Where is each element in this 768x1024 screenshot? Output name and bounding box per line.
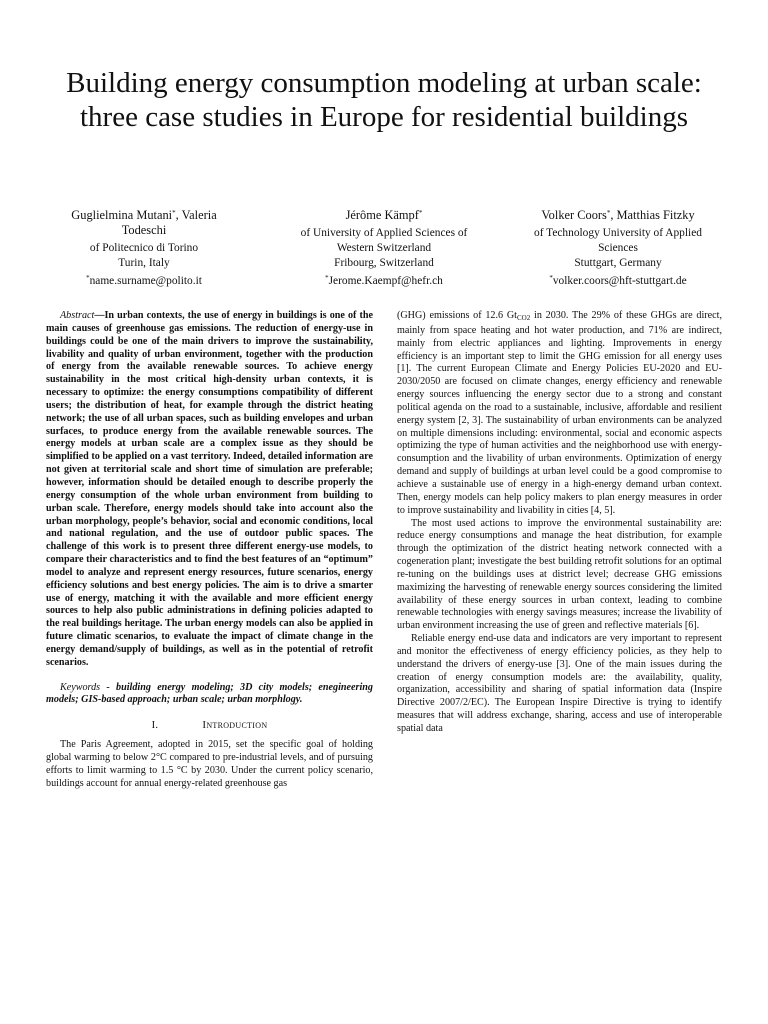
section-heading-introduction: I. Introduction [151, 719, 268, 732]
author-affiliation: of Politecnico di Torino [89, 242, 199, 254]
author-email[interactable]: *volker.coors@hft-stuttgart.de [549, 274, 687, 287]
body-paragraph-3: Reliable energy end-use data and indicators are very important to represent and monitor the effectiveness of energy efficiency policies, as they help to understand the drivers of energy-use [3]. One of the main issues during the creation of energy consumption models are: the availability, quality, organization, accessibility and sharing of spatial information data (Inspire Directive 2007/2/EC). The European Inspire Directive is trying to identify measures that will address exchange, sharing, access and use of interoperable spatial data [397, 633, 722, 734]
author-location: Turin, Italy [118, 257, 170, 269]
paper-title: Building energy consumption modeling at urban scale: three case studies in Europe for residential buildings [66, 67, 702, 133]
author-email[interactable]: *name.surname@polito.it [86, 274, 202, 287]
abstract: Abstract—In urban contexts, the use of energy in buildings is one of the main causes of greenhouse gas emissions. The reduction of energy-use in buildings could be one of the main drivers to improve the sustainability, livability and quality of urban environment, together with the production of energy from the available renewable sources. To achieve energy sustainability in the most critical high-density urban contexts, it is necessary to optimize: the energy consumptions compatibility of different users; the distribution of heat, for example through the district heating network; the use of all urban spaces, such as building envelopes and urban surfaces, to produce energy from the available renewable sources. The energy models at urban scale are a complex issue as they should be simplified to be applied on a vast territory. Indeed, detailed information are not given at territorial scale and short time of simulation are preferable; however, information should be detailed enough to describe properly the energy consumption of the whole urban environment from building to urban scale. Therefore, energy models should take into account also the urban morphology, people’s behavior, social and economic conditions, local and national regulation, and the use of outdoor public spaces. The challenge of this work is to present three different energy-use models, to compare their characteristics and to find the best features of an “optimum” model to analyze and represent energy resources, future scenarios, energy efficiency solutions and best energy policies. The aim is to drive a smarter use of energy, matching it with the available and more efficient energy sources to help also public administrations in defining policies adapted to the real buildings heritage. The urban energy models can also be applied in future climatic scenarios, to evaluate the impact of climate change in the energy demand/supply of buildings, as well as in the potential of retrofit scenarios. [46, 310, 373, 668]
author-location: Fribourg, Switzerland [334, 257, 434, 269]
right-column [397, 310, 722, 736]
body-paragraph-2: The most used actions to improve the environmental sustainability are: reduce energy consumptions and manage the heat distribution, for example through the optimization of the district heating network connected with a cogeneration plant; investigate the best building retrofit solutions for an optimal re-tuning on the buildings uses at district level; decrease GHG emissions maximizing the harvesting of renewable energy sources considering the limited availability of these energy sources in urban context, leading to combine renewable technologies with energy savings measures; increase the livability of urban environment increasing the use of green and reflective materials [6]. [397, 517, 722, 632]
left-column [46, 310, 373, 791]
intro-paragraph-1: The Paris Agreement, adopted in 2015, set the specific goal of holding global warming to below 2°C compared to pre-industrial levels, and of pursuing efforts to limit warming to 1.5 °C by 2030. Under the current policy scenario, buildings account for annual energy-related greenhouse gas [46, 739, 373, 789]
author-location: Stuttgart, Germany [574, 257, 662, 269]
author-block-2 [284, 206, 484, 289]
body-paragraph-1: (GHG) emissions of 12.6 $Gt_{CO2}$ in 2030. The 29% of these GHGs are direct, mainly from space heating and hot water production, and 71% are indirect, mainly from electric appliances and lighting. Improvements in energy efficiency is an important step to limit the GHG emission for all energy uses [1]. The current European Climate and Energy Policies EU-2020 and EU-2030/2050 are focused on climate changes, energy efficiency and renewable energy sources influencing the energy sector due to a strong and constant political agenda on the road to a sustainable, inclusive, affordable and resilient energy system [2, 3]. The sustainability of urban environments can be analyzed on multiple dimensions including: environmental, social and economic aspects optimizing the type of human activities and the neighborhood use with energy-consumption and the livability of urban environments. Optimization of energy demand and supply of buildings at urban level could be a good compromise to achieve a sustainable use of energy in a high-energy demand urban context. Then, energy models can help policy makers to plan energy measures in order to improve sustainability and livability in cities [4, 5]. [397, 310, 723, 516]
author-names: Jérôme Kämpf* [345, 208, 423, 222]
keywords-text: - building energy modeling; 3D city models; enegineering models; GIS-based approach; urban scale; urban morphlogy. [46, 681, 373, 706]
author-names: Guglielmina Mutani*, Valeria Todeschi [71, 208, 217, 237]
author-block-3 [520, 206, 716, 289]
author-block-1 [48, 206, 240, 289]
keywords-label: Keywords [60, 681, 101, 693]
abstract-label: Abstract [60, 310, 95, 321]
author-affiliation: of Technology University of Applied Sciences [534, 227, 702, 254]
author-affiliation: of University of Applied Sciences of Western Switzerland [300, 227, 468, 254]
author-email[interactable]: *Jerome.Kaempf@hefr.ch [325, 274, 443, 287]
abstract-text: In urban contexts, the use of energy in buildings is one of the main causes of greenhouse gas emissions. The reduction of energy-use in buildings could be one of the main drivers to improve the sustainability, livability and quality of urban environment, together with the production of energy from the available renewable sources. To achieve energy sustainability in the most critical high-density urban contexts, it is necessary to optimize: the energy consumptions compatibility of different users; the distribution of heat, for example through the district heating network; the use of all urban spaces, such as building envelopes and urban surfaces, to produce energy from the available renewable sources. The energy models at urban scale are a complex issue as they should be simplified to be applied on a vast territory. Indeed, detailed information are not given at territorial scale and short time of simulation are preferable; however, information should be detailed enough to describe properly the energy consumption of the whole urban environment from building to urban scale. Therefore, energy models should take into account also the urban morphology, people’s behavior, social and economic conditions, local and national regulation, and the use of outdoor public spaces. The challenge of this work is to present three different energy-use models, to compare their characteristics and to find the best features of an “optimum” model to analyze and represent energy resources, future scenarios, energy efficiency solutions and best energy policies. The aim is to drive a smarter use of energy, matching it with the available and more efficient energy sources to help also public administrations in defining policies adapted to the real buildings heritage. The urban energy models can also be applied in future climatic scenarios, to evaluate the impact of climate change in the energy demand/supply of buildings, as well as in the potential of retrofit scenarios. [46, 310, 373, 668]
keywords [46, 682, 373, 708]
author-names: Volker Coors*, Matthias Fitzky [541, 208, 695, 222]
